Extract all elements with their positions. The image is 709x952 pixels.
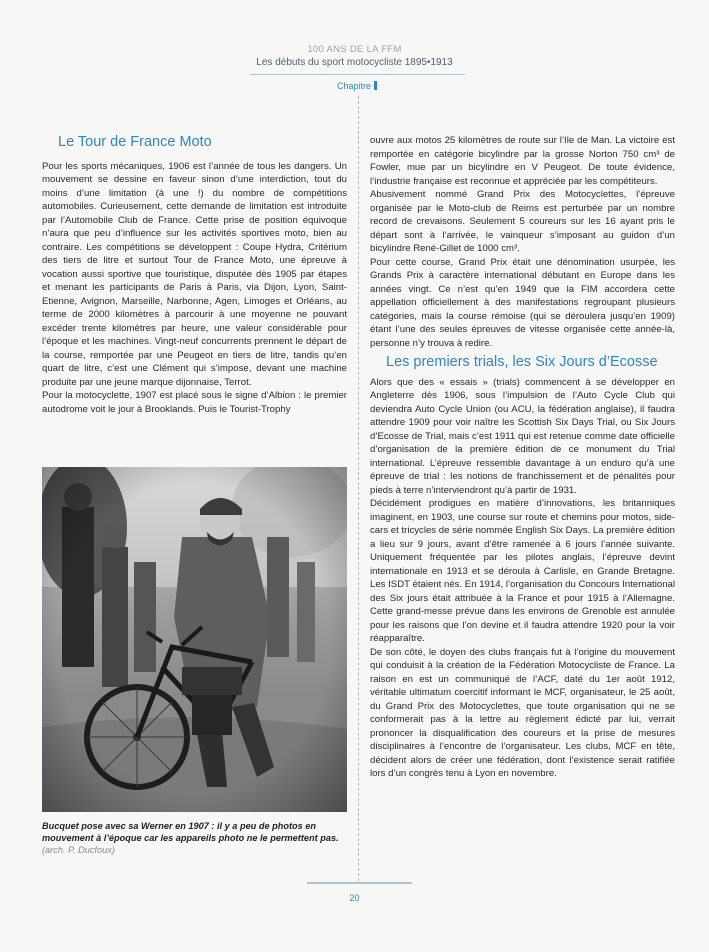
page-number: 20 [349, 893, 360, 903]
vintage-photo [42, 467, 347, 812]
book-subtitle: Les débuts du sport motocycliste 1895•1913 [256, 57, 453, 68]
column-divider [358, 96, 359, 881]
paragraph: Abusivement nommé Grand Prix des Motocyclettes, l’épreuve organisée par le Moto-club de Reims est perturbée par un nombre record de crevaisons. Seulement 5 coureurs sur les 16 ayant pris le départ sont à l’arrivée, le vainqueur s’imposant au guidon d’un bicylindre René-Gillet de 1000 cm³. [370, 189, 675, 254]
paragraph: Décidément prodigues en matière d’innovations, les britanniques imaginent, en 1903, une course sur route et chemins pour motos, side-cars et tricycles de série nommée English Six Days. La première édition a lieu sur 9 jours, avant d’être ramenée à 6 jours l’année suivante. Uniquement fréquentée par les pilotes anglais, l’épreuve devint internationale en 1913 et se déroula à Carlisle, en Grande Bretagne. Les ISDT étaient nés. En 1914, l’organisation du Concours International des Six jours était attribuée à la France et pour 1915 à l’Allemagne. Cette grand-messe prévue dans les environs de Grenoble est annulée pour les raisons que l’on devine et il faudra attendre 1920 pour la voir réapparaître. [370, 498, 675, 644]
left-column [42, 136, 347, 416]
caption-text: Bucquet pose avec sa Werner en 1907 : il y a peu de photos en mouvement à l’époque car les appareils photo ne le permettent pas. [42, 821, 339, 843]
paragraph: Pour les sports mécaniques, 1906 est l’année de tous les dangers. Un mouvement se dessine en faveur sinon d’une interdiction, tout du moins d’une limitation (à une !) du nombre de compétitions automobiles. Curieusement, cette demande de limitation est introduite par l’Automobile Club de France. Cette prise de position équivoque n’aura que peu d’influence sur les activités sportives moto, bien au contraire. Les compétitions se développent : Coupe Hydra, Critérium des tiers de litre et surtout Tour de France Moto, une épreuve à vocation aussi sportive que touristique, disputée dès 1905 par étapes et menant les participants de Paris à Paris, via Dijon, Lyon, Saint-Etienne, Avignon, Marseille, Narbonne, Agen, Limoges et Orléans, au terme de 2000 kilomètres à parcourir à une moyenne ne pouvant excéder trente kilomètres par heure, une valeur considérable pour l’époque et les machines. Vingt-neuf concurrents prennent le départ de la course, remportée par une Peugeot en tiers de litre, tandis qu’en quart de litre, c’est une Clément qui s’impose, devant une machine produite par une jeune marque dijonnaise, Terrot. [42, 160, 347, 388]
section-title-tour: Le Tour de France Moto [58, 134, 212, 150]
paragraph: Alors que des « essais » (trials) commencent à se développer en Angleterre dès 1906, sous l’impulsion de l’Auto Cycle Club qui deviendra Auto Cycle Union (ou ACU, la fédération anglaise), il faudra attendre 1909 pour voir naître les Scottish Six Days Trial, ou Six Jours d’Ecosse de Trial, mais c’est 1911 qui est retenue comme date officielle d’organisation de la première édition de ce monument du Trial international. L’épreuve ressemble davantage à un enduro qu’à une épreuve de trial : les notions de franchissement et de pénalités pour pieds à terre n’interviendront qu’à partir de 1931. [370, 376, 675, 496]
caption-credit: (arch. P. Ducfoux) [42, 845, 115, 855]
book-title: 100 ANS DE LA FFM [307, 44, 402, 55]
paragraph: ouvre aux motos 25 kilomètres de route sur l’Ile de Man. La victoire est remportée en catégorie bicylindre par la grosse Norton 750 cm³ de Fowler, mue par un bicylindre en V Peugeot. De toute évidence, l’industrie française est reconnue et appréciée par les compétiteurs. [370, 135, 675, 187]
chapter-label [337, 81, 377, 91]
photo-caption [42, 820, 347, 856]
paragraph: Pour la motocyclette, 1907 est placé sous le signe d’Albion : le premier autodrome voit le jour à Brooklands. Puis le Tourist-Trophy [42, 390, 347, 415]
right-column [370, 134, 675, 781]
chapter-text: Chapitre [337, 81, 372, 91]
chapter-numeral [374, 81, 377, 90]
photo-bucquet-werner [42, 467, 347, 812]
running-header [0, 44, 709, 68]
header-rule [250, 74, 465, 75]
footer-rule [307, 882, 412, 884]
paragraph: Pour cette course, Grand Prix était une dénomination usurpée, les Grands Prix à caractère international débutant en Europe dans les années vingt. Ce n’est qu’en 1949 que la FIM accordera cette appellation officiellement à des manifestations regroupant plusieurs catégories, mais la course rémoise (qui se déroulera jusqu’en 1909) étant l’une des seules épreuves de vitesse organisée cette année-là, personne n’y trouva à redire. [370, 256, 675, 349]
section-title-trials: Les premiers trials, les Six Jours d’Ecosse [386, 354, 658, 370]
paragraph: De son côté, le doyen des clubs français fut à l’origine du mouvement qui conduisit à la création de la Fédération Motocycliste de France. La raison en est un communiqué de l’ACF, daté du 1er août 1912, véritable ultimatum coercitif informant le MCF, organisateur, le 25 août, du Grand Prix des Motocyclettes, que toute organisation qui ne se conformerait pas à la lettre au règlement édicté par lui, verrait prononcer la disqualification des coureurs et la prise de mesures disciplinaires à l’encontre de l’organisateur. Les clubs, MCF en tête, décident alors de créer une fédération, dont l’existence serait ratifiée lors d’un congrès tenu à Lyon en novembre. [370, 646, 675, 779]
